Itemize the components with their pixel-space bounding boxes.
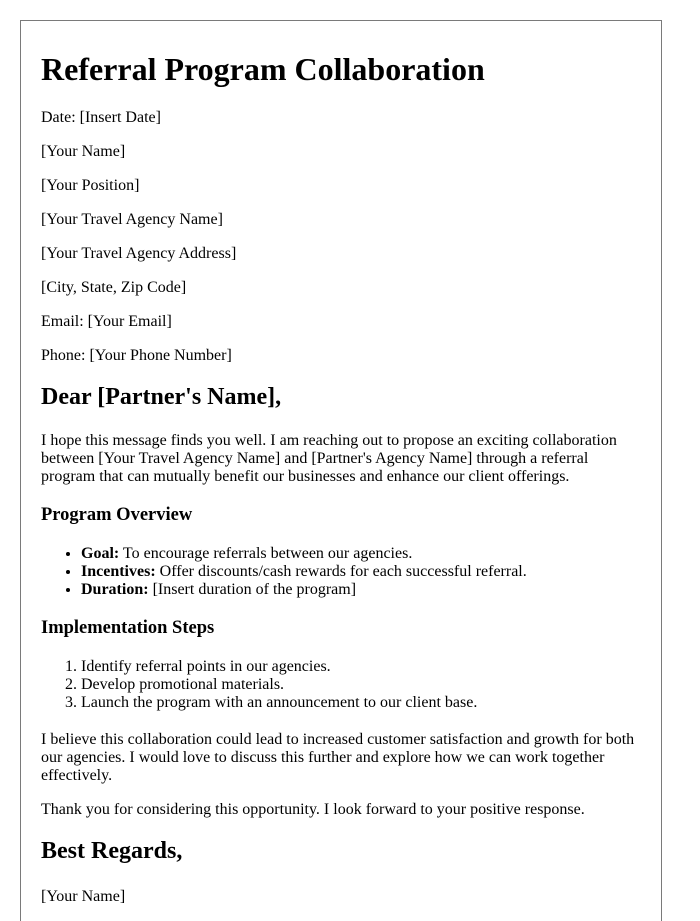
sender-address: [Your Travel Agency Address] bbox=[41, 245, 237, 262]
list-item bbox=[81, 581, 641, 599]
closing-paragraph: I believe this collaboration could lead to increased customer satisfaction and growth for both our agencies. I would love to discuss this further and explore how we can work together effectively. bbox=[41, 731, 635, 784]
implementation-steps-heading: Implementation Steps bbox=[41, 618, 215, 638]
incentives-text: Offer discounts/cash rewards for each successful referral. bbox=[155, 563, 527, 580]
letter-title: Referral Program Collaboration bbox=[41, 51, 485, 87]
list-item bbox=[81, 563, 641, 581]
sender-phone: Phone: [Your Phone Number] bbox=[41, 347, 232, 364]
list-item bbox=[81, 545, 641, 563]
sender-info bbox=[41, 109, 641, 365]
sender-email: Email: [Your Email] bbox=[41, 313, 172, 330]
incentives-label: Incentives: bbox=[81, 563, 156, 580]
list-item: 3. Launch the program with an announcement to our client base. bbox=[81, 694, 641, 712]
letter-page bbox=[20, 20, 662, 921]
sender-position: [Your Position] bbox=[41, 177, 140, 194]
program-overview-list bbox=[41, 545, 641, 599]
intro-paragraph: I hope this message finds you well. I am reaching out to propose an exciting collaboration between [Your Travel Agency Name] and [Partner's Agency Name] through a referral program that can mutually benefit our businesses and enhance our client offerings. bbox=[41, 432, 617, 485]
duration-text: [Insert duration of the program] bbox=[148, 581, 357, 598]
list-item: 2. Develop promotional materials. bbox=[81, 676, 641, 694]
goal-label: Goal: bbox=[81, 545, 120, 562]
list-item: 1. Identify referral points in our agencies. bbox=[81, 658, 641, 676]
implementation-steps-list bbox=[41, 658, 641, 712]
date-line: Date: [Insert Date] bbox=[41, 109, 161, 126]
signature-name: [Your Name] bbox=[41, 888, 126, 905]
sender-name: [Your Name] bbox=[41, 143, 126, 160]
goal-text: To encourage referrals between our agencies. bbox=[119, 545, 413, 562]
duration-label: Duration: bbox=[81, 581, 149, 598]
sender-agency: [Your Travel Agency Name] bbox=[41, 211, 223, 228]
thank-you-paragraph: Thank you for considering this opportunity. I look forward to your positive response. bbox=[41, 801, 585, 818]
greeting: Dear [Partner's Name], bbox=[41, 384, 282, 410]
sender-city: [City, State, Zip Code] bbox=[41, 279, 187, 296]
sign-off: Best Regards, bbox=[41, 838, 183, 864]
program-overview-heading: Program Overview bbox=[41, 505, 193, 525]
